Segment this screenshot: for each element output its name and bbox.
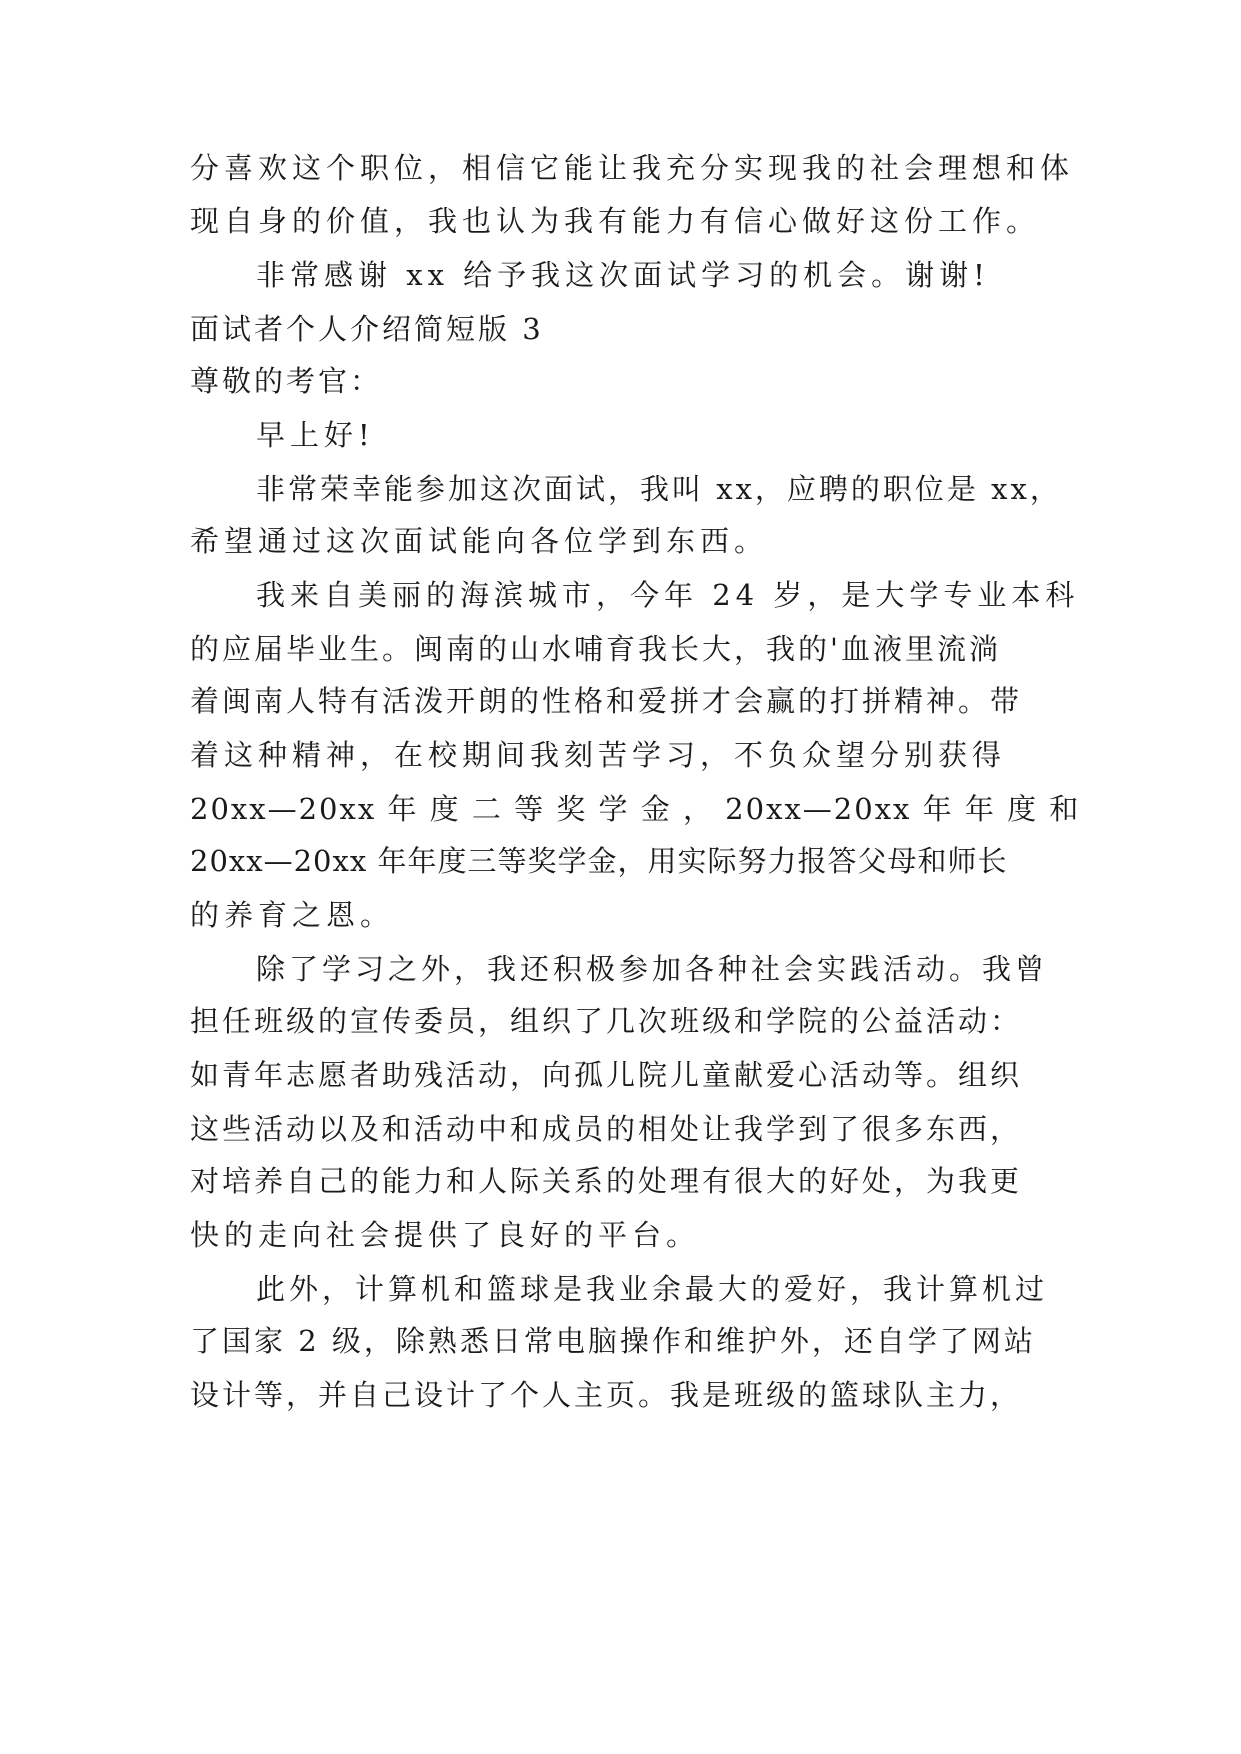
text-line: 20xx—20xx 年年度三等奖学金，用实际努力报答父母和师长 (190, 844, 1008, 878)
text-line: 设计等，并自己设计了个人主页。我是班级的篮球队主力， (190, 1378, 1023, 1412)
text-line: 我来自美丽的海滨城市，今年 24 岁，是大学专业本科 (256, 578, 1080, 612)
section-heading: 面试者个人介绍简短版 3 (190, 312, 544, 346)
text-line: 的应届毕业生。闽南的山水哺育我长大，我的'血液里流淌 (190, 632, 1001, 666)
text-line: 20xx—20xx 年 度 二 等 奖 学 金 ， 20xx—20xx 年 年 度 和 (190, 792, 1081, 826)
text-line: 此外，计算机和篮球是我业余最大的爱好，我计算机过 (256, 1272, 1049, 1306)
text-line: 如青年志愿者助残活动，向孤儿院儿童献爱心活动等。组织 (190, 1058, 1023, 1092)
greeting: 早上好! (256, 418, 375, 452)
text-line: 非常荣幸能参加这次面试，我叫 xx，应聘的职位是 xx， (256, 472, 1062, 506)
text-line: 除了学习之外，我还积极参加各种社会实践活动。我曾 (256, 952, 1049, 986)
text-line: 非常感谢 xx 给予我这次面试学习的机会。谢谢! (256, 258, 990, 292)
text-line: 现自身的价值，我也认为我有能力有信心做好这份工作。 (190, 204, 1041, 238)
text-line: 分喜欢这个职位，相信它能让我充分实现我的社会理想和体 (190, 151, 1075, 185)
salutation: 尊敬的考官： (190, 364, 383, 398)
text-line: 快的走向社会提供了良好的平台。 (190, 1218, 701, 1252)
text-line: 对培养自己的能力和人际关系的处理有很大的好处，为我更 (190, 1164, 1023, 1198)
text-line: 的养育之恩。 (190, 898, 395, 932)
text-line: 这些活动以及和活动中和成员的相处让我学到了很多东西， (190, 1112, 1023, 1146)
text-line: 着闽南人特有活泼开朗的性格和爱拼才会赢的打拼精神。带 (190, 684, 1023, 718)
text-line: 了国家 2 级，除熟悉日常电脑操作和维护外，还自学了网站 (190, 1324, 1036, 1358)
text-line: 着这种精神，在校期间我刻苦学习，不负众望分别获得 (190, 738, 1007, 772)
text-line: 担任班级的宣传委员，组织了几次班级和学院的公益活动： (190, 1004, 1023, 1038)
text-line: 希望通过这次面试能向各位学到东西。 (190, 524, 769, 558)
